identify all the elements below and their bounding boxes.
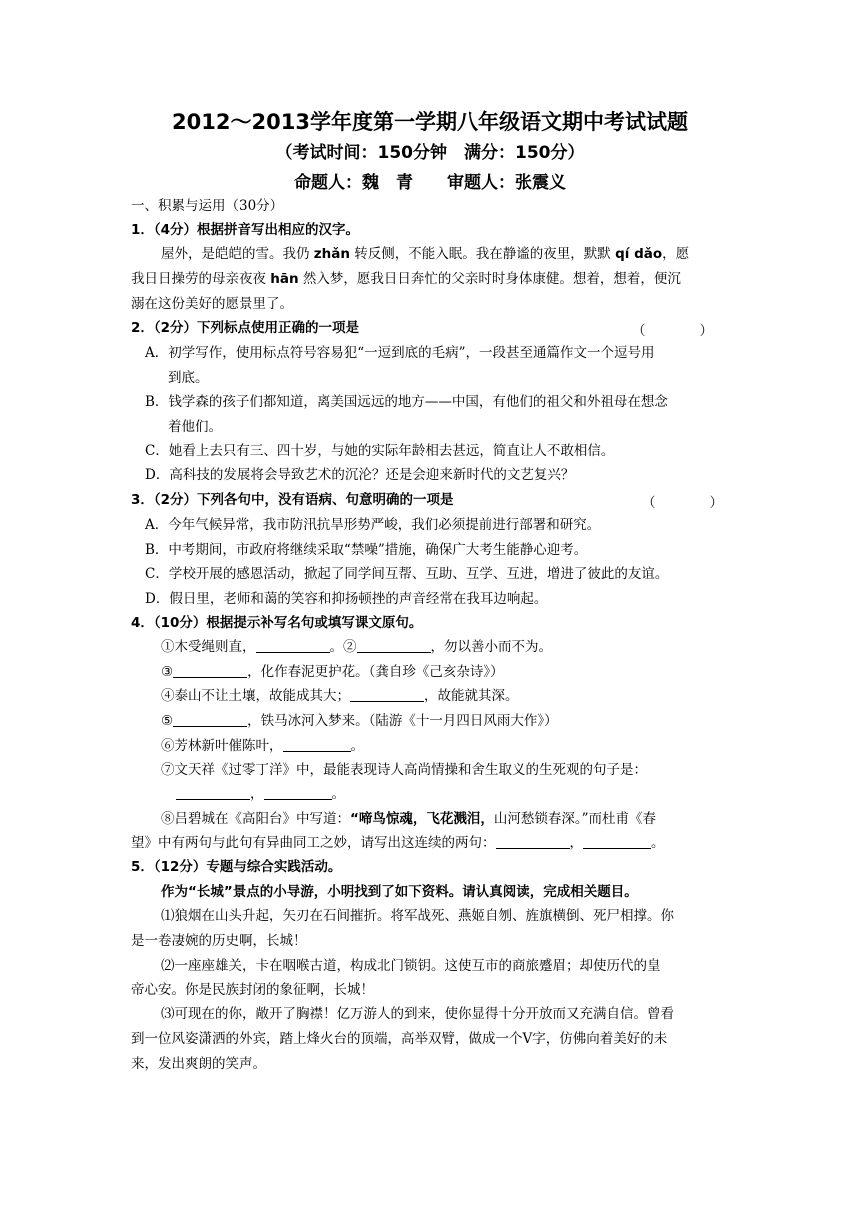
text: ，勿以善小而不为。 (430, 639, 552, 655)
answer-parentheses: （ ） (642, 495, 723, 511)
fill-item-3 (161, 687, 519, 705)
exam-title: 2012～2013学年度第一学期八年级语文期中考试试题 (172, 110, 688, 134)
text: ⑥芳林新叶催陈叶， (161, 738, 283, 754)
answer-blank[interactable] (176, 785, 250, 800)
text: ， (250, 786, 264, 802)
passage-3-line-3: 来，发出爽朗的笑声。 (131, 1056, 266, 1072)
answer-blank[interactable] (357, 638, 431, 653)
question-3-stem: 3．（2分）下列各句中，没有语病、句意明确的一项是 (131, 492, 454, 508)
text: 屋外，是皑皑的雪。我仍 (161, 246, 314, 262)
pinyin: hān (270, 271, 299, 287)
passage-1-line-1: ⑴狼烟在山头升起，矢刃在石间摧折。将军战死、燕姬自刎、旌旗横倒、死尸相撑。你 (161, 908, 674, 924)
option-a-cont: 到底。 (168, 370, 209, 386)
fill-item-7 (161, 810, 656, 828)
answer-parentheses: （ ） (632, 323, 713, 339)
option-d: D．高科技的发展将会导致艺术的沉沦？还是会迎来新时代的文艺复兴？ (145, 467, 575, 483)
question-1-line-1 (161, 245, 689, 263)
option-d: D．假日里，老师和蔼的笑容和抑扬顿挫的声音经常在我耳边响起。 (145, 591, 548, 607)
text: ，化作春泥更护花。（龚自珍《己亥杂诗》） (247, 664, 504, 680)
pinyin: zhǎn (313, 246, 350, 262)
option-a: A．今年气候异常，我市防汛抗旱形势严峻，我们必须提前进行部署和研究。 (145, 517, 601, 533)
question-1-line-2 (131, 270, 681, 288)
passage-3-line-1: ⑶可现在的你，敞开了胸襟！亿万游人的到来，使你显得十分开放而又充满自信。曾看 (161, 1006, 674, 1022)
fill-item-6-blanks (176, 785, 345, 803)
answer-blank[interactable] (283, 737, 351, 752)
answer-blank[interactable] (173, 663, 247, 678)
text: ⑤ (161, 713, 174, 729)
fill-item-6: ⑦文天祥《过零丁洋》中，最能表现诗人高尚情操和舍生取义的生死观的句子是： (161, 762, 647, 778)
text: 。 (331, 786, 345, 802)
text: 然入梦，愿我日日奔忙的父亲时时身体康健。想着，想着，便沉 (298, 271, 681, 287)
answer-blank[interactable] (496, 834, 570, 849)
answer-blank[interactable] (583, 834, 651, 849)
text: 山河愁锁春深。”而杜甫《春 (493, 811, 657, 827)
text: 。 (651, 835, 665, 851)
text: 。 (350, 738, 364, 754)
answer-blank[interactable] (256, 638, 330, 653)
text: ⑧吕碧城在《高阳台》中写道： (161, 811, 350, 827)
passage-1-line-2: 是一卷凄婉的历史啊，长城！ (131, 933, 307, 949)
text: ， (569, 835, 583, 851)
option-c: C．她看上去只有三、四十岁，与她的实际年龄相去甚远，简直让人不敢相信。 (145, 443, 615, 459)
text: 我日日操劳的母亲夜夜 (131, 271, 271, 287)
quoted-verse: “啼鸟惊魂，飞花溅泪， (350, 811, 494, 827)
answer-blank[interactable] (350, 687, 424, 702)
fill-item-7-cont (131, 834, 665, 852)
text: 转反侧，不能入眠。我在静谧的夜里，默默 (350, 246, 616, 262)
question-1-stem: 1．（4分）根据拼音写出相应的汉字。 (131, 222, 360, 238)
text: ，愿 (662, 246, 690, 262)
option-b-cont: 着他们。 (168, 419, 222, 435)
text: 望》中有两句与此句有异曲同工之妙，请写出这连续的两句： (131, 835, 496, 851)
question-2-stem: 2．（2分）下列标点使用正确的一项是 (131, 320, 360, 336)
question-5-stem: 5．（12分）专题与综合实践活动。 (131, 859, 342, 875)
passage-2-line-1: ⑵一座座雄关，卡在咽喉古道，构成北门锁钥。这使互市的商旅蹙眉；却使历代的皇 (161, 958, 661, 974)
answer-blank[interactable] (173, 712, 247, 727)
text: 。② (329, 639, 357, 655)
text: ③ (161, 664, 174, 680)
option-c: C．学校开展的感恩活动，掀起了同学间互帮、互助、互学、互进，增进了彼此的友谊。 (145, 566, 669, 582)
fill-item-1 (161, 638, 552, 656)
exam-subtitle: （考试时间：150分钟 满分：150分） (275, 143, 585, 163)
passage-3-line-2: 到一位风姿潇洒的外宾，踏上烽火台的顶端，高举双臂，做成一个V字，仿佛向着美好的未 (131, 1031, 668, 1047)
fill-item-5 (161, 737, 364, 755)
question-5-intro: 作为“长城”景点的小导游，小明找到了如下资料。请认真阅读，完成相关题目。 (161, 884, 638, 900)
passage-2-line-2: 帝心安。你是民族封闭的象征啊，长城！ (131, 982, 374, 998)
question-1-line-3: 溺在这份美好的愿景里了。 (131, 296, 293, 312)
fill-item-4 (161, 712, 558, 730)
pinyin: qí dǎo (615, 246, 663, 262)
option-b: B．钱学森的孩子们都知道，离美国远远的地方——中国，有他们的祖父和外祖母在想念 (145, 394, 668, 410)
text: ，铁马冰河入梦来。（陆游《十一月四日风雨大作》） (247, 713, 558, 729)
fill-item-2 (161, 663, 504, 681)
answer-blank[interactable] (264, 785, 332, 800)
exam-authors: 命题人：魏 青 审题人：张震义 (294, 173, 566, 193)
option-b: B．中考期间，市政府将继续采取“禁噪”措施，确保广大考生能静心迎考。 (145, 542, 588, 558)
text: ，故能就其深。 (424, 688, 519, 704)
section-heading: 一、积累与运用（30分） (131, 198, 284, 214)
question-4-stem: 4．（10分）根据提示补写名句或填写课文原句。 (131, 615, 423, 631)
text: ①木受绳则直， (161, 639, 256, 655)
text: ④泰山不让土壤，故能成其大； (161, 688, 350, 704)
option-a: A．初学写作，使用标点符号容易犯“一逗到底的毛病”，一段甚至通篇作文一个逗号用 (145, 345, 655, 361)
